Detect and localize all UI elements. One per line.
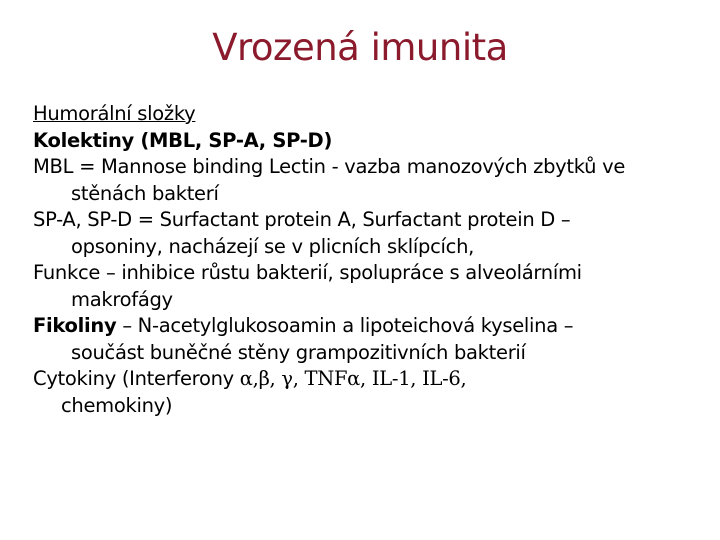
section-heading: Humorální složky [33, 102, 196, 125]
fikoliny-term: Fikoliny [33, 314, 117, 337]
cytokiny-line [33, 366, 705, 393]
kolektiny-line: Kolektiny (MBL, SP-A, SP-D) [33, 128, 333, 152]
sp-line: SP-A, SP-D = Surfactant protein A, Surfactant protein D – [33, 208, 571, 231]
cytokiny-line-continued: chemokiny) [61, 393, 173, 417]
fikoliny-description: – N-acetylglukosoamin a lipoteichová kyselina – [116, 314, 574, 337]
mbl-line-continued: stěnách bakterí [71, 181, 219, 205]
slide-title: Vrozená imunita [212, 26, 508, 69]
cytokiny-prefix: Cytokiny (Interferony [33, 367, 240, 390]
mbl-line: MBL = Mannose binding Lectin - vazba manozových zbytků ve [33, 155, 626, 178]
fikoliny-line [33, 313, 705, 340]
cytokiny-greek-list: α,β, γ, TNFα, IL-1, IL-6, [239, 367, 467, 390]
sp-line-continued: opsoniny, nacházejí se v plicních sklípcích, [71, 234, 475, 258]
slide-body [33, 101, 705, 419]
funkce-line-continued: makrofágy [71, 287, 173, 311]
funkce-line: Funkce – inhibice růstu bakterií, spolupráce s alveolárními [33, 261, 582, 284]
fikoliny-line-continued: součást buněčné stěny grampozitivních bakterií [71, 340, 526, 364]
